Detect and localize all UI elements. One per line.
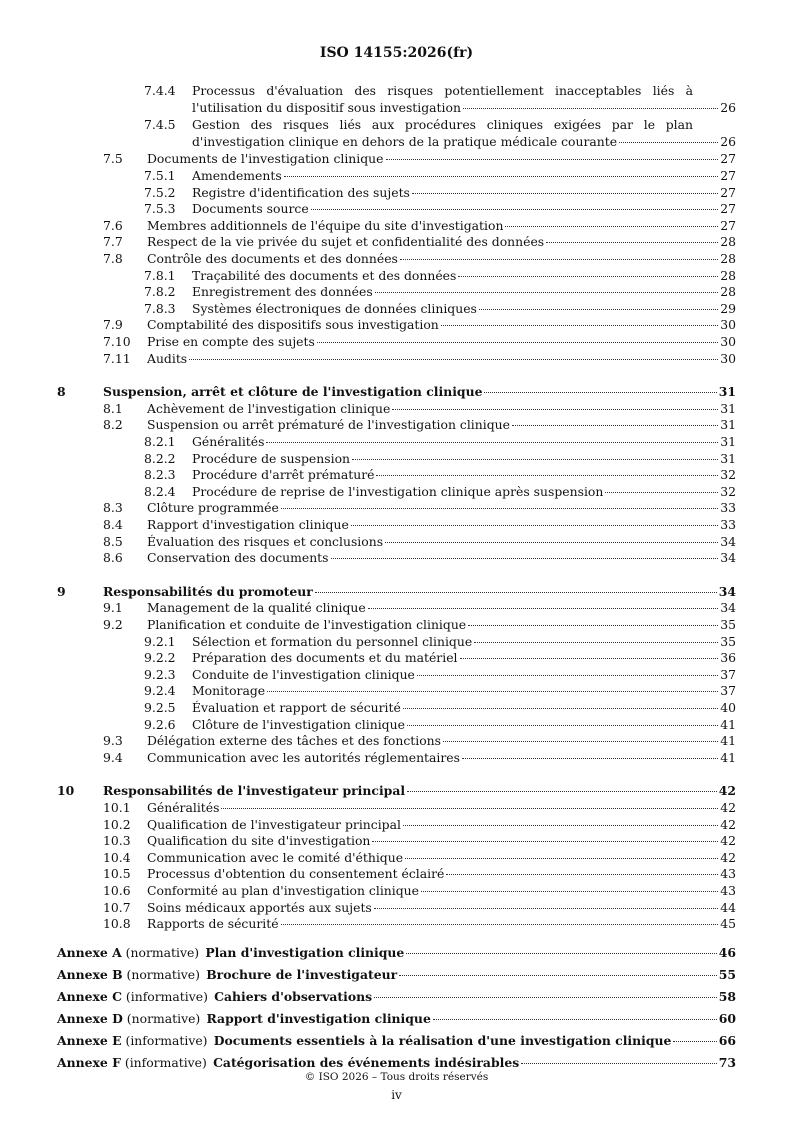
- toc-annex-kind: (informative): [125, 989, 208, 1004]
- toc-entry-number: 7.5.2: [144, 184, 176, 200]
- toc-leader-dots: [405, 858, 718, 859]
- toc-leader-dots: [673, 1041, 716, 1042]
- toc-entry-title: Procédure de suspension: [192, 450, 351, 466]
- toc-entry-title: Suspension, arrêt et clôture de l'investigation clinique: [103, 384, 483, 400]
- toc-leader-dots: [385, 542, 718, 543]
- toc-entry-number: 7.5.3: [144, 201, 176, 217]
- toc-page-number: 28: [720, 284, 736, 300]
- toc-entry-number: 9.2: [103, 617, 123, 632]
- toc-entry-number: 8.2.4: [144, 483, 176, 499]
- toc-entry[interactable]: [0, 617, 793, 634]
- toc-entry-title: Processus d'obtention du consentement éclairé: [147, 866, 445, 882]
- toc-entry-number: 9.3: [103, 733, 123, 749]
- toc-leader-dots: [460, 658, 719, 659]
- toc-leader-dots: [403, 708, 718, 709]
- toc-entry[interactable]: [0, 733, 793, 750]
- toc-entry-title: Sélection et formation du personnel clinique: [192, 633, 473, 649]
- toc-entry[interactable]: [0, 434, 793, 451]
- toc-page-number: 31: [720, 400, 736, 416]
- toc-page-number: 33: [720, 517, 736, 532]
- toc-annex-title: Brochure de l'investigateur: [206, 966, 398, 982]
- toc-entry-title: Achèvement de l'investigation clinique: [147, 400, 391, 416]
- toc-entry-number: 7.5: [103, 151, 123, 167]
- toc-entry-title: Évaluation et rapport de sécurité: [192, 700, 401, 715]
- toc-entry-number: 9.2.3: [144, 666, 176, 682]
- toc-leader-dots: [374, 997, 717, 998]
- toc-entry-title: Respect de la vie privée du sujet et confidentialité des données: [147, 234, 545, 250]
- toc-leader-dots: [315, 592, 717, 593]
- toc-page-number: 33: [720, 500, 736, 516]
- toc-entry[interactable]: [0, 667, 793, 684]
- toc-leader-dots: [433, 1019, 717, 1020]
- toc-entry[interactable]: [0, 251, 793, 268]
- toc-page-number: 31: [718, 384, 736, 400]
- toc-entry-number: 10.6: [103, 883, 131, 898]
- toc-entry-title: Rapport d'investigation clinique: [147, 517, 349, 532]
- toc-entry-number: 7.8.3: [144, 300, 176, 316]
- toc-page-number: 32: [720, 467, 736, 483]
- toc-leader-dots: [484, 392, 716, 393]
- toc-leader-dots: [512, 425, 718, 426]
- toc-annex-title: Plan d'investigation clinique: [205, 944, 405, 960]
- toc-entry[interactable]: [0, 866, 793, 883]
- toc-entry-title: Responsabilités du promoteur: [103, 583, 313, 599]
- toc-page-number: 42: [720, 800, 736, 815]
- toc-entry-number: 7.8.1: [144, 267, 176, 283]
- toc-page-number: 30: [720, 334, 736, 349]
- toc-entry-number: 7.10: [103, 334, 131, 349]
- toc-entry-title: Documents de l'investigation clinique: [147, 151, 384, 167]
- toc-entry[interactable]: [0, 351, 793, 368]
- toc-entry-title: Rapports de sécurité: [147, 916, 279, 932]
- toc-page-number: 34: [720, 533, 736, 549]
- toc-entry-number: 7.4.5: [144, 117, 176, 133]
- toc-entry-number: 8.2.2: [144, 450, 176, 466]
- toc-page-number: 42: [720, 833, 736, 849]
- toc-entry-number: 10.1: [103, 800, 131, 815]
- toc-leader-dots: [374, 908, 718, 909]
- toc-entry-number: 10.5: [103, 866, 131, 882]
- toc-leader-dots: [351, 525, 718, 526]
- toc-annex-label: Annexe E: [57, 1033, 122, 1049]
- toc-annex-entry[interactable]: [0, 1055, 793, 1072]
- toc-annex-label: Annexe D: [57, 1011, 123, 1027]
- toc-entry[interactable]: [0, 334, 793, 351]
- toc-page-number: 43: [720, 883, 736, 898]
- toc-page-number: 27: [720, 168, 736, 183]
- toc-entry-title: Qualification du site d'investigation: [147, 833, 371, 849]
- toc-leader-dots: [399, 975, 717, 976]
- toc-entry-number: 7.6: [103, 217, 123, 233]
- toc-page-number: 27: [720, 201, 736, 217]
- copyright-footer: © ISO 2026 – Tous droits réservés: [304, 1071, 489, 1083]
- toc-annex-title: Catégorisation des événements indésirables: [213, 1055, 520, 1071]
- page-number: iv: [391, 1088, 402, 1102]
- toc-entry-number: 9.2.6: [144, 716, 176, 732]
- toc-entry-title: Clôture de l'investigation clinique: [192, 716, 405, 732]
- toc-entry-number: 8: [57, 384, 66, 400]
- toc-entry-title: Suspension ou arrêt prématuré de l'investigation clinique: [147, 417, 510, 433]
- toc-annex-kind: (informative): [124, 1055, 207, 1071]
- toc-entry-title: Registre d'identification des sujets: [192, 184, 410, 200]
- toc-entry-title: Soins médicaux apportés aux sujets: [147, 899, 372, 915]
- toc-page-number: 73: [718, 1055, 736, 1071]
- toc-entry-title: Contrôle des documents et des données: [147, 251, 398, 266]
- toc-page-number: 27: [720, 151, 736, 167]
- toc-leader-dots: [317, 342, 718, 343]
- toc-annex-kind: (informative): [125, 1033, 208, 1049]
- toc-entry[interactable]: [0, 800, 793, 817]
- toc-leader-dots: [400, 259, 718, 260]
- toc-entry-title: Qualification de l'investigateur principal: [147, 816, 401, 832]
- toc-entry-number: 9.2.1: [144, 633, 176, 649]
- toc-entry-number: 9.1: [103, 600, 123, 616]
- toc-entry[interactable]: [0, 151, 793, 168]
- toc-annex-title: Rapport d'investigation clinique: [206, 1011, 431, 1027]
- toc-page-number: 34: [720, 550, 736, 566]
- toc-entry-number: 8.2.3: [144, 467, 176, 483]
- toc-leader-dots: [479, 309, 718, 310]
- toc-leader-dots: [458, 276, 718, 277]
- toc-entry[interactable]: [0, 467, 793, 484]
- toc-entry-title: Documents source: [192, 201, 309, 217]
- toc-entry[interactable]: [0, 883, 793, 900]
- toc-entry-title: Traçabilité des documents et des données: [192, 267, 457, 283]
- toc-entry-number: 7.4.4: [144, 83, 176, 98]
- toc-entry-title: Généralités: [192, 434, 265, 449]
- toc-entry-title: Gestion des risques liés aux procédures cliniques exigées par le plan: [192, 117, 693, 133]
- toc-entry-title: Monitorage: [192, 683, 266, 699]
- toc-page-number: 43: [720, 866, 736, 882]
- toc-entry-number: 8.3: [103, 500, 123, 516]
- toc-annex-kind: (normative): [126, 1011, 201, 1027]
- toc-page-number: 32: [720, 483, 736, 499]
- toc-entry[interactable]: [0, 550, 793, 567]
- toc-entry[interactable]: [0, 500, 793, 517]
- toc-entry-number: 7.5.1: [144, 168, 176, 183]
- toc-entry-title: Évaluation des risques et conclusions: [147, 533, 384, 549]
- toc-entry-title: Responsabilités de l'investigateur principal: [103, 783, 406, 799]
- toc-page-number: 45: [720, 916, 736, 932]
- toc-entry[interactable]: [0, 534, 793, 551]
- toc-leader-dots: [443, 741, 718, 742]
- toc-entry-number: 9.2.4: [144, 683, 176, 699]
- toc-entry-number: 8.6: [103, 550, 123, 566]
- toc-leader-dots: [372, 841, 718, 842]
- toc-entry-title: Membres additionnels de l'équipe du site d'investigation: [147, 217, 504, 233]
- toc-leader-dots: [407, 791, 717, 792]
- toc-entry-number: 8.4: [103, 517, 123, 532]
- toc-leader-dots: [284, 176, 719, 177]
- toc-leader-dots: [605, 492, 718, 493]
- toc-page-number: 27: [720, 217, 736, 233]
- toc-page-number: 34: [718, 583, 736, 599]
- toc-leader-dots: [474, 642, 718, 643]
- page-header: ISO 14155:2026(fr): [319, 45, 474, 61]
- toc-entry[interactable]: [0, 201, 793, 218]
- toc-entry[interactable]: [0, 301, 793, 318]
- toc-entry[interactable]: [0, 83, 793, 116]
- toc-entry[interactable]: [0, 700, 793, 717]
- toc-annex-kind: (normative): [126, 966, 200, 982]
- toc-entry-title: Communication avec le comité d'éthique: [147, 849, 404, 865]
- toc-page-number: 66: [718, 1033, 736, 1049]
- toc-entry-title: Procédure de reprise de l'investigation clinique après suspension: [192, 483, 604, 499]
- toc-entry-number: 7.9: [103, 317, 123, 333]
- toc-page-number: 37: [720, 666, 736, 682]
- toc-entry-title: Audits: [147, 350, 188, 366]
- toc-entry-number: 7.8.2: [144, 284, 176, 300]
- toc-page-number: 44: [720, 899, 736, 915]
- toc-leader-dots: [619, 142, 718, 143]
- toc-entry[interactable]: [0, 117, 793, 150]
- toc-entry[interactable]: [0, 600, 793, 617]
- toc-page-number: 27: [720, 184, 736, 200]
- toc-entry-title: Management de la qualité clinique: [147, 600, 366, 616]
- toc-leader-dots: [421, 891, 718, 892]
- toc-page-number: 40: [720, 700, 736, 715]
- toc-leader-dots: [406, 953, 716, 954]
- toc-leader-dots: [412, 193, 718, 194]
- toc-leader-dots: [281, 924, 719, 925]
- toc-entry-number: 10.4: [103, 849, 131, 865]
- toc-entry-title: Processus d'évaluation des risques potentiellement inacceptables liés à: [192, 83, 693, 98]
- toc-leader-dots: [267, 691, 718, 692]
- toc-leader-dots: [505, 226, 718, 227]
- toc-leader-dots: [281, 508, 718, 509]
- toc-page-number: 30: [720, 350, 736, 366]
- toc-page-number: 26: [720, 99, 736, 115]
- toc-page-number: 42: [720, 816, 736, 832]
- toc-entry-title: Clôture programmée: [147, 500, 279, 516]
- toc-entry-number: 9: [57, 583, 66, 599]
- toc-page-number: 42: [720, 849, 736, 865]
- toc-leader-dots: [375, 292, 719, 293]
- toc-page-number: 41: [720, 749, 736, 765]
- toc-annex-label: Annexe B: [57, 966, 123, 982]
- toc-annex-kind: (normative): [125, 944, 200, 960]
- toc-entry[interactable]: [0, 185, 793, 202]
- toc-entry[interactable]: [0, 850, 793, 867]
- toc-entry-title: Conduite de l'investigation clinique: [192, 666, 415, 682]
- toc-page-number: 35: [720, 633, 736, 649]
- toc-entry-title: Conservation des documents: [147, 550, 329, 566]
- toc-page-number: 58: [718, 989, 736, 1004]
- toc-leader-dots: [403, 825, 718, 826]
- toc-entry-number: 9.4: [103, 749, 123, 765]
- toc-leader-dots: [462, 758, 718, 759]
- toc-page-number: 30: [720, 317, 736, 333]
- toc-entry-title: Procédure d'arrêt prématuré: [192, 467, 375, 483]
- toc-page-number: 35: [720, 617, 736, 632]
- toc-entry-number: 9.2.5: [144, 700, 176, 715]
- toc-leader-dots: [189, 359, 718, 360]
- toc-entry-title: Généralités: [147, 800, 220, 815]
- toc-entry[interactable]: [0, 717, 793, 734]
- toc-annex-entry[interactable]: [0, 967, 793, 984]
- toc-entry[interactable]: [0, 916, 793, 933]
- toc-leader-dots: [468, 625, 718, 626]
- toc-entry[interactable]: [0, 817, 793, 834]
- toc-leader-dots: [331, 558, 719, 559]
- toc-entry[interactable]: [0, 234, 793, 251]
- toc-entry-number: 7.8: [103, 251, 123, 266]
- toc-entry[interactable]: [0, 650, 793, 667]
- toc-entry-title: Délégation externe des tâches et des fonctions: [147, 733, 442, 749]
- toc-leader-dots: [546, 242, 718, 243]
- toc-page-number: 37: [720, 683, 736, 699]
- toc-annex-entry[interactable]: [0, 945, 793, 962]
- toc-entry[interactable]: [0, 317, 793, 334]
- toc-entry[interactable]: [0, 268, 793, 285]
- toc-page-number: 41: [720, 733, 736, 749]
- toc-leader-dots: [386, 159, 719, 160]
- toc-leader-dots: [521, 1063, 717, 1064]
- toc-page-number: 36: [720, 650, 736, 666]
- toc-entry-title: Communication avec les autorités réglementaires: [147, 749, 460, 765]
- toc-leader-dots: [311, 209, 719, 210]
- toc-entry[interactable]: [0, 783, 793, 800]
- toc-leader-dots: [376, 475, 718, 476]
- toc-entry-title: Conformité au plan d'investigation clinique: [147, 883, 419, 898]
- toc-entry-number: 10.2: [103, 816, 131, 832]
- toc-page-number: 29: [720, 300, 736, 316]
- toc-leader-dots: [441, 325, 718, 326]
- toc-leader-dots: [352, 459, 718, 460]
- toc-page-number: 42: [718, 783, 736, 799]
- toc-entry-title: Prise en compte des sujets: [147, 334, 315, 349]
- toc-entry-title: d'investigation clinique en dehors de la pratique médicale courante: [192, 133, 618, 149]
- toc-leader-dots: [407, 725, 718, 726]
- toc-entry-number: 7.11: [103, 350, 131, 366]
- toc-page-number: 55: [718, 966, 736, 982]
- toc-page-number: 26: [720, 133, 736, 149]
- toc-entry-number: 7.7: [103, 234, 123, 250]
- toc-annex-title: Cahiers d'observations: [214, 989, 373, 1004]
- toc-leader-dots: [368, 608, 719, 609]
- toc-entry[interactable]: [0, 451, 793, 468]
- toc-entry-title: Systèmes électroniques de données cliniques: [192, 300, 477, 316]
- toc-annex-label: Annexe A: [57, 944, 122, 960]
- toc-annex-title: Documents essentiels à la réalisation d'une investigation clinique: [213, 1033, 672, 1049]
- toc-annex-label: Annexe F: [57, 1055, 121, 1071]
- toc-entry[interactable]: [0, 484, 793, 501]
- toc-entry-number: 8.1: [103, 400, 123, 416]
- toc-leader-dots: [392, 409, 718, 410]
- toc-annex-entry[interactable]: [0, 1011, 793, 1028]
- toc-leader-dots: [446, 874, 718, 875]
- toc-leader-dots: [463, 108, 718, 109]
- toc-entry-number: 10.7: [103, 899, 131, 915]
- toc-page-number: 31: [720, 450, 736, 466]
- toc-leader-dots: [417, 675, 718, 676]
- toc-entry-number: 10.3: [103, 833, 131, 849]
- toc-entry[interactable]: [0, 900, 793, 917]
- toc-page-number: 28: [720, 234, 736, 250]
- toc-entry-number: 8.5: [103, 533, 123, 549]
- toc-entry[interactable]: [0, 284, 793, 301]
- toc-entry-number: 8.2: [103, 417, 123, 433]
- toc-annex-label: Annexe C: [57, 989, 122, 1004]
- toc-entry[interactable]: [0, 168, 793, 185]
- toc-entry-title: Comptabilité des dispositifs sous investigation: [147, 317, 439, 333]
- toc-entry[interactable]: [0, 750, 793, 767]
- toc-page-number: 34: [720, 600, 736, 616]
- toc-entry-title: Amendements: [192, 168, 282, 183]
- toc-entry[interactable]: [0, 683, 793, 700]
- toc-entry[interactable]: [0, 401, 793, 418]
- toc-page-number: 31: [720, 434, 736, 449]
- toc-page-number: 28: [720, 251, 736, 266]
- toc-entry-title: Enregistrement des données: [192, 284, 373, 300]
- toc-entry[interactable]: [0, 833, 793, 850]
- toc-entry-number: 10.8: [103, 916, 131, 932]
- toc-entry-number: 9.2.2: [144, 650, 176, 666]
- toc-page-number: 31: [720, 417, 736, 433]
- toc-annex-entry[interactable]: [0, 989, 793, 1006]
- toc-entry[interactable]: [0, 384, 793, 401]
- toc-leader-dots: [266, 442, 718, 443]
- toc-page-number: 60: [718, 1011, 736, 1027]
- toc-annex-entry[interactable]: [0, 1033, 793, 1050]
- toc-page-number: 41: [720, 716, 736, 732]
- toc-entry-number: 8.2.1: [144, 434, 176, 449]
- toc-entry[interactable]: [0, 634, 793, 651]
- toc-entry-title: Préparation des documents et du matériel: [192, 650, 458, 666]
- toc-leader-dots: [221, 808, 718, 809]
- toc-page-number: 28: [720, 267, 736, 283]
- toc-entry-title: l'utilisation du dispositif sous investigation: [192, 99, 461, 115]
- toc-entry[interactable]: [0, 584, 793, 601]
- toc-entry[interactable]: [0, 417, 793, 434]
- toc-entry-title: Planification et conduite de l'investigation clinique: [147, 617, 467, 632]
- toc-page-number: 46: [718, 944, 736, 960]
- toc-entry-number: 10: [57, 783, 75, 799]
- toc-entry[interactable]: [0, 517, 793, 534]
- toc-entry[interactable]: [0, 218, 793, 235]
